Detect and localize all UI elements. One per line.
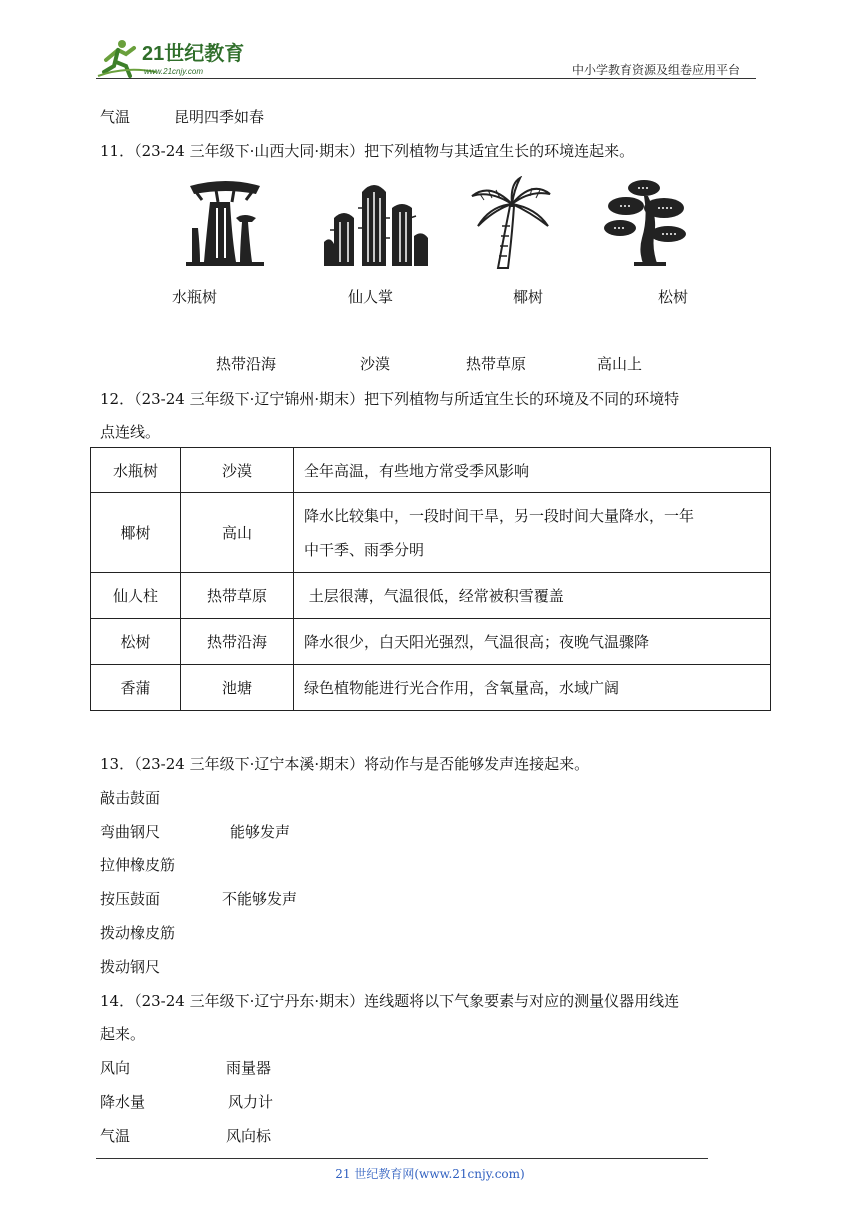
prev-line-right: 昆明四季如春 xyxy=(174,108,265,126)
footer-divider xyxy=(96,1158,708,1159)
table-cell-plant: 松树 xyxy=(91,619,181,665)
q12-title-line2: 点连线。 xyxy=(100,423,161,441)
action-item: 拨动橡皮筋 xyxy=(100,924,176,942)
table-row xyxy=(91,448,771,493)
action-item: 按压鼓面 xyxy=(100,890,161,908)
pine-tree-icon xyxy=(604,178,688,268)
q14-title-line2: 起来。 xyxy=(100,1025,146,1043)
weather-element: 风向 xyxy=(100,1059,131,1077)
header-divider xyxy=(96,78,756,79)
table-cell-plant: 香蒲 xyxy=(91,665,181,711)
plant-label-pine: 松树 xyxy=(658,288,689,306)
table-cell-feature: 绿色植物能进行光合作用，含氧量高，水域广阔 xyxy=(294,665,771,711)
table-cell-plant: 仙人柱 xyxy=(91,573,181,619)
table-row xyxy=(91,619,771,665)
q14-title-line1: 14．（23-24 三年级下·辽宁丹东·期末）连线题将以下气象要素与对应的测量仪器用线连 xyxy=(100,992,680,1010)
plant-label-cactus: 仙人掌 xyxy=(348,288,394,306)
result-item: 不能够发声 xyxy=(222,890,298,908)
prev-line-left: 气温 xyxy=(100,108,131,126)
result-item: 能够发声 xyxy=(230,823,291,841)
env-label-coast: 热带沿海 xyxy=(216,355,277,373)
table-cell-env: 池塘 xyxy=(181,665,294,711)
table-cell-env: 沙漠 xyxy=(181,448,294,493)
instrument-item: 雨量器 xyxy=(226,1059,272,1077)
baobab-tree-icon xyxy=(186,178,264,268)
feature-line-1: 降水比较集中，一段时间干旱，另一段时间大量降水，一年 xyxy=(304,506,695,525)
table-cell-feature xyxy=(294,493,771,573)
env-label-desert: 沙漠 xyxy=(360,355,391,373)
table-cell-plant: 椰树 xyxy=(91,493,181,573)
weather-element: 气温 xyxy=(100,1127,131,1145)
cactus-icon xyxy=(322,178,432,268)
q12-title-line1: 12．（23-24 三年级下·辽宁锦州·期末）把下列植物与所适宜生长的环境及不同的环境特 xyxy=(100,390,680,408)
table-cell-feature: 土层很薄，气温很低，经常被积雪覆盖 xyxy=(294,573,771,619)
table-cell-feature: 降水很少，白天阳光强烈，气温很高；夜晚气温骤降 xyxy=(294,619,771,665)
plant-label-coconut: 椰树 xyxy=(513,288,544,306)
table-cell-plant: 水瓶树 xyxy=(91,448,181,493)
table-cell-env: 热带沿海 xyxy=(181,619,294,665)
plant-environment-table xyxy=(90,447,771,711)
table-row xyxy=(91,665,771,711)
table-cell-feature: 全年高温，有些地方常受季风影响 xyxy=(294,448,771,493)
table-cell-env: 热带草原 xyxy=(181,573,294,619)
action-item: 弯曲钢尺 xyxy=(100,823,161,841)
logo-url: www.21cnjy.com xyxy=(144,67,203,76)
instrument-item: 风向标 xyxy=(226,1127,272,1145)
coconut-palm-icon xyxy=(470,176,552,270)
action-item: 敲击鼓面 xyxy=(100,789,161,807)
table-cell-env: 高山 xyxy=(181,493,294,573)
instrument-item: 风力计 xyxy=(228,1093,274,1111)
footer-link[interactable]: 21 世纪教育网(www.21cnjy.com) xyxy=(335,1167,525,1181)
action-item: 拨动钢尺 xyxy=(100,958,161,976)
feature-line-2: 中干季、雨季分明 xyxy=(304,540,425,559)
plant-label-baobab: 水瓶树 xyxy=(172,288,218,306)
env-label-mountain: 高山上 xyxy=(597,355,643,373)
site-logo xyxy=(96,36,266,80)
q13-title: 13．（23-24 三年级下·辽宁本溪·期末）将动作与是否能够发声连接起来。 xyxy=(100,755,590,773)
logo-text: 21世纪教育 xyxy=(142,43,245,65)
table-row xyxy=(91,573,771,619)
header-platform-text: 中小学教育资源及组卷应用平台 xyxy=(572,63,741,77)
q11-title: 11．（23-24 三年级下·山西大同·期末）把下列植物与其适宜生长的环境连起来。 xyxy=(100,142,635,160)
action-item: 拉伸橡皮筋 xyxy=(100,856,176,874)
env-label-savanna: 热带草原 xyxy=(466,355,527,373)
table-row xyxy=(91,493,771,573)
weather-element: 降水量 xyxy=(100,1093,146,1111)
